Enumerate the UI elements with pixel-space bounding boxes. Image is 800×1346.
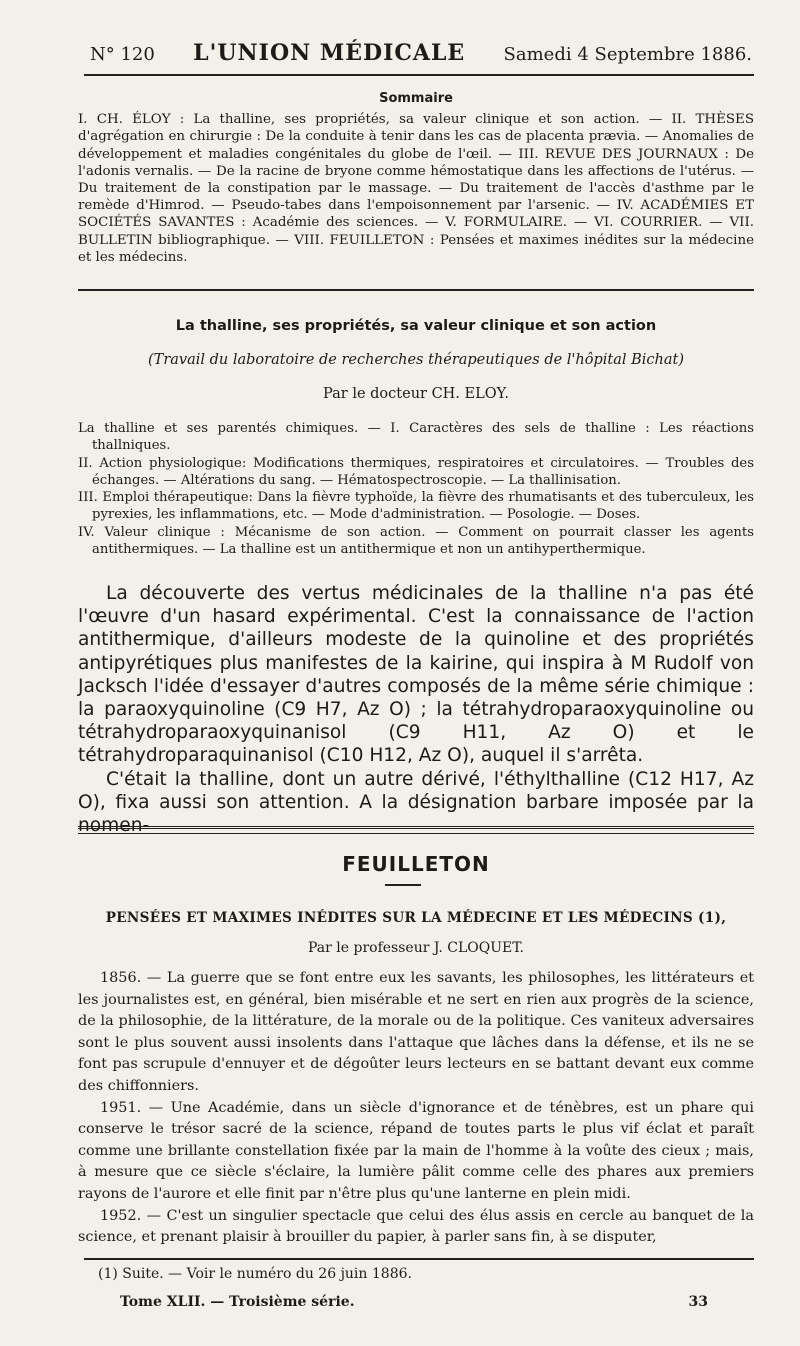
feuilleton-paragraph: 1952. — C'est un singulier spectacle que celui des élus assis en cercle au banquet de la science, et prenant plaisir à brouiller du papier, à parler sans fin, à se disputer, (78, 1207, 754, 1246)
outline-item: III. Emploi thérapeutique: Dans la fièvre typhoïde, la fièvre des rhumatisants et des tuberculeux, les pyrexies, les inflammations, etc. — Mode d'administration. — Posologie. — Doses. (78, 490, 754, 523)
feuilleton-author: Par le professeur J. CLOQUET. (308, 940, 524, 956)
feuilleton-body (78, 968, 754, 1249)
header-rule (84, 74, 754, 76)
article-subtitle: (Travail du laboratoire de recherches thérapeutiques de l'hôpital Bichat) (147, 352, 684, 368)
outline-item: II. Action physiologique: Modifications thermiques, respiratoires et circulatoires. — Troubles des échanges. — Altérations du sang. — Hématospectroscopie. — La thallinisation. (78, 455, 754, 488)
body-paragraph: La découverte des vertus médicinales de la thalline n'a pas été l'œuvre d'un hasard expérimental. C'est la connaissance de l'action antithermique, d'ailleurs modeste de la quinoline et des propriétés antipyrétiques plus manifestes de la kairine, qui inspira à M Rudolf von Jacksch l'idée d'essayer d'autres composés de la même série chimique : la paraoxyquinoline (C9 H7, Az O) ; la tétrahydroparaoxyquinoline ou tétrahydroparaoxyquinanisol (C9 H11, Az O) et le tétrahydroparaquinanisol (C10 H12, Az O), auquel il s'arrêta. (78, 583, 754, 767)
feuilleton-heading: FEUILLETON (342, 852, 490, 876)
summary-rule (78, 289, 754, 291)
summary-title: Sommaire (379, 91, 453, 106)
article-title: La thalline, ses propriétés, sa valeur clinique et son action (175, 318, 657, 334)
summary-text: I. CH. ÉLOY : La thalline, ses propriétés, sa valeur clinique et son action. — II. THÈSES d'agrégation en chirurgie : De la conduite à tenir dans les cas de placenta prævia. — Anomalies de développement et maladies congénitales du globe de l'œil. — III. REVUE DES JOURNAUX : De l'adonis vernalis. — De la racine de bryone comme hémostatique dans les affections de l'utérus. — Du traitement de la constipation par le massage. — Du traitement de l'accès d'asthme par le remède d'Himrod. — Pseudo-tabes dans l'empoisonnement par l'arsenic. — IV. ACADÉMIES ET SOCIÉTÉS SAVANTES : Académie des sciences. — V. FORMULAIRE. — VI. COURRIER. — VII. BULLETIN bibliographique. — VIII. FEUILLETON : Pensées et maximes inédites sur la médecine et les médecins. (78, 112, 754, 265)
feuilleton-divider (78, 826, 754, 834)
issue-date: Samedi 4 Septembre 1886. (503, 44, 752, 65)
outline-item: La thalline et ses parentés chimiques. — I. Caractères des sels de thalline : Les réactions thallniques. (78, 421, 754, 454)
feuilleton-title: PENSÉES ET MAXIMES INÉDITES SUR LA MÉDECINE ET LES MÉDECINS (1), (105, 910, 727, 926)
feuilleton-paragraph: 1856. — La guerre que se font entre eux les savants, les philosophes, les littérateurs et les journalistes est, en général, bien misérable et ne sert en rien aux progrès de la science, de la philosophie, de la littérature, de la morale ou de la politique. Ces vaniteux adversaires sont le plus souvent aussi insolents dans l'attaque que lâches dans la défense, et ils ne se font pas scrupule d'ennuyer et de dégoûter leurs lecteurs en se battant devant eux comme des chiffonniers. (78, 970, 754, 1094)
footnote-rule (84, 1258, 754, 1260)
feuilleton-heading-rule (385, 884, 421, 886)
outline-item: IV. Valeur clinique : Mécanisme de son action. — Comment on pourrait classer les agents antithermiques. — La thalline est un antithermique et non un antihyperthermique. (78, 524, 754, 558)
volume-label: Tome XLII. — Troisième série. (120, 1294, 355, 1310)
article-outline (78, 420, 754, 558)
article-author: Par le docteur CH. ELOY. (323, 386, 509, 402)
body-paragraph: C'était la thalline, dont un autre dérivé, l'éthylthalline (C12 H17, Az O), fixa aussi son attention. A la désignation barbare imposée par la nomen- (78, 768, 754, 837)
footnote: (1) Suite. — Voir le numéro du 26 juin 1886. (98, 1266, 412, 1282)
page-header (90, 40, 752, 76)
feuilleton-paragraph: 1951. — Une Académie, dans un siècle d'ignorance et de ténèbres, est un phare qui conserve le trésor sacré de la science, répand de toutes parts le plus vif éclat et paraît comme une brillante constellation fixée par la main de l'homme à la voûte des cieux ; mais, à mesure que ce siècle s'éclaire, la lumière pâlit comme celle des phares aux premiers rayons de l'aurore et elle finit par n'être plus qu'une lanterne en plein midi. (78, 1099, 754, 1202)
summary-section (78, 90, 754, 266)
page-footer (120, 1294, 708, 1310)
article-body (78, 582, 754, 837)
issue-number: N° 120 (90, 44, 155, 65)
journal-title: L'UNION MÉDICALE (193, 40, 466, 66)
page-number: 33 (688, 1294, 708, 1310)
